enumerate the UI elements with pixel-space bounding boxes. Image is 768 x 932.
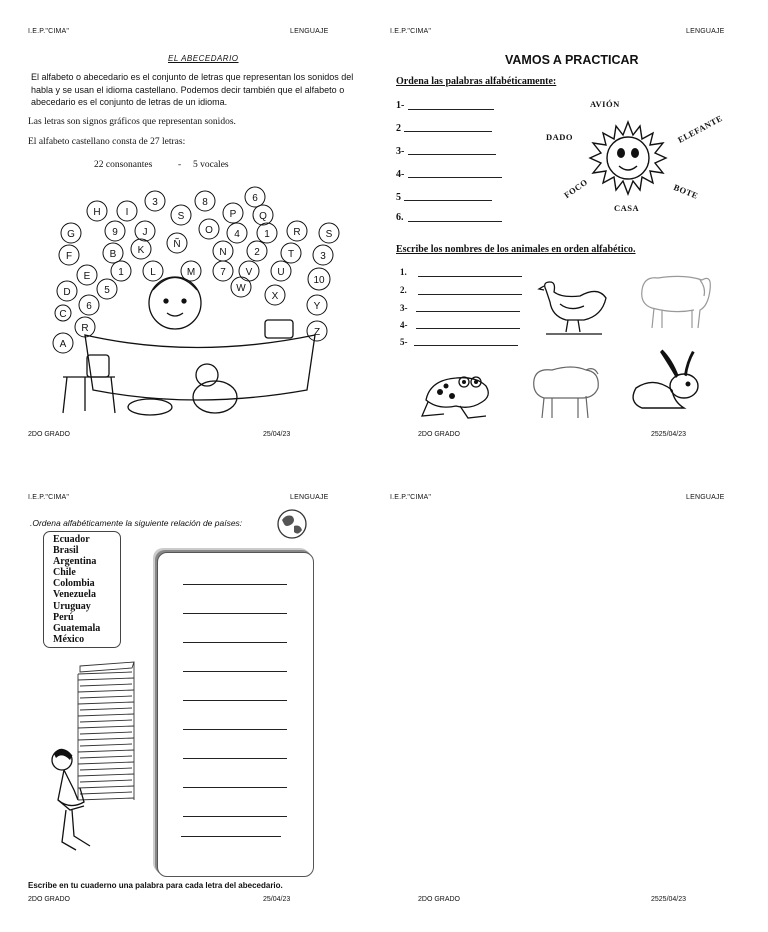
bubble: [143, 261, 163, 281]
svg-text:8: 8: [202, 197, 208, 208]
svg-text:5: 5: [104, 285, 110, 296]
hen-icon: [536, 276, 612, 336]
svg-text:H: H: [93, 207, 101, 218]
svg-text:R: R: [81, 323, 89, 334]
country-answer-line[interactable]: [183, 642, 287, 643]
header-subject: LENGUAJE: [686, 494, 725, 501]
bubble: [239, 261, 259, 281]
footer-date: 2525/04/23: [651, 431, 687, 438]
country-item: Uruguay: [53, 600, 91, 612]
footer-date: 25/04/23: [263, 431, 291, 438]
bubble: [87, 201, 107, 221]
bubble: [61, 223, 81, 243]
animal-number: 3-: [400, 303, 408, 313]
rabbit-icon: [624, 346, 710, 412]
bubble: [245, 187, 265, 207]
sheepdog-icon: [634, 266, 714, 334]
country-item: Guatemala: [53, 622, 101, 634]
svg-text:U: U: [277, 267, 285, 278]
bubble: [213, 241, 233, 261]
svg-text:N: N: [219, 247, 227, 258]
country-answer-line[interactable]: [183, 758, 287, 759]
svg-text:W: W: [236, 283, 246, 294]
svg-text:P: P: [229, 209, 237, 220]
bubble: [135, 221, 155, 241]
answer-number: 3-: [396, 146, 405, 157]
bubble: [171, 205, 191, 225]
kid-with-books-illustration: [40, 660, 144, 860]
svg-text:2: 2: [254, 247, 260, 258]
dash: -: [178, 160, 182, 170]
country-item: Perú: [53, 611, 74, 623]
country-item: Argentina: [53, 556, 97, 568]
svg-text:E: E: [83, 271, 91, 282]
animal-number: 4-: [400, 320, 408, 330]
svg-text:Q: Q: [259, 211, 267, 222]
country-item: Colombia: [53, 578, 95, 590]
answer-line[interactable]: [408, 221, 502, 222]
notebook-instruction: Escribe en tu cuaderno una palabra para cada letra del abecedario.: [28, 881, 283, 890]
sun-word-bote: BOTE: [672, 182, 700, 201]
animal-answer-line[interactable]: [416, 311, 520, 312]
sheep-icon: [522, 362, 604, 422]
bubble: [55, 305, 71, 321]
animal-answer-line[interactable]: [414, 345, 518, 346]
animal-answer-line[interactable]: [418, 276, 522, 277]
intro-paragraph: El alfabeto o abecedario es el conjunto de letras que representan los sonidos del habla y se usan el idioma castellano. Podemos decir también que el alfabeto o abecedario es el conjunto de letras de un idioma.: [31, 72, 354, 107]
sun-word-avion: AVIÓN: [590, 99, 620, 109]
bubble: [145, 191, 165, 211]
svg-text:T: T: [287, 249, 295, 260]
svg-text:K: K: [137, 245, 145, 256]
footer-grade: 2DO GRADO: [418, 896, 461, 903]
bubble: [231, 277, 251, 297]
bubble: [313, 245, 333, 265]
footer-grade: 2DO GRADO: [28, 431, 71, 438]
svg-text:R: R: [293, 227, 301, 238]
vowel-count: 5 vocales: [193, 160, 229, 170]
sort-words-instruction: Ordena las palabras alfabéticamente:: [396, 76, 557, 87]
svg-text:X: X: [271, 291, 279, 302]
bubble: [287, 221, 307, 241]
footer-grade: 2DO GRADO: [418, 431, 461, 438]
bubble: [253, 205, 273, 225]
alphabet-bubbles-illustration: [45, 185, 345, 420]
svg-text:6: 6: [86, 301, 92, 312]
header-school: I.E.P."CIMA": [390, 28, 432, 35]
svg-text:S: S: [325, 229, 333, 240]
frog-icon: [420, 370, 494, 420]
svg-text:M: M: [186, 267, 196, 278]
country-item: Venezuela: [53, 589, 96, 601]
animals-instruction: Escribe los nombres de los animales en orden alfabético.: [396, 244, 636, 255]
answer-line[interactable]: [408, 177, 502, 178]
bubble: [131, 239, 151, 259]
header-school: I.E.P."CIMA": [28, 494, 70, 501]
answer-line[interactable]: [404, 200, 492, 201]
bubble: [59, 245, 79, 265]
country-answer-line[interactable]: [183, 787, 287, 788]
svg-text:9: 9: [112, 227, 118, 238]
header-subject: LENGUAJE: [290, 28, 329, 35]
svg-text:S: S: [177, 211, 185, 222]
bubble: [79, 295, 99, 315]
answer-number: 5: [396, 192, 401, 203]
svg-text:G: G: [67, 229, 75, 240]
bubble: [319, 223, 339, 243]
svg-text:3: 3: [320, 251, 326, 262]
svg-text:J: J: [142, 227, 148, 238]
animal-answer-line[interactable]: [418, 294, 522, 295]
country-answer-line[interactable]: [183, 584, 287, 585]
bubble: [75, 317, 95, 337]
bubble: [105, 221, 125, 241]
bubble: [247, 241, 267, 261]
sun-word-elefante: ELEFANTE: [676, 112, 725, 145]
svg-text:I: I: [125, 207, 129, 218]
answer-card: [157, 552, 314, 877]
page-title: EL ABECEDARIO: [168, 54, 239, 63]
svg-text:D: D: [63, 287, 71, 298]
svg-text:A: A: [59, 339, 67, 350]
bubble: [103, 243, 123, 263]
alphabet-count: El alfabeto castellano consta de 27 letras:: [28, 137, 186, 147]
country-item: Brasil: [53, 545, 79, 557]
letters-sentence: Las letras son signos gráficos que representan sonidos.: [28, 117, 236, 127]
svg-text:F: F: [65, 251, 73, 262]
bubble: [308, 268, 330, 290]
answer-number: 6.: [396, 212, 404, 223]
country-answer-line[interactable]: [183, 613, 287, 614]
header-subject: LENGUAJE: [686, 28, 725, 35]
sun-word-foco: FOCO: [562, 176, 590, 201]
bubble: [117, 201, 137, 221]
svg-text:4: 4: [234, 229, 240, 240]
country-item: México: [53, 633, 85, 645]
bubble: [195, 191, 215, 211]
answer-number: 4-: [396, 169, 405, 180]
svg-text:10: 10: [313, 275, 325, 286]
sun-icon: [588, 118, 668, 198]
practice-title: VAMOS A PRACTICAR: [505, 53, 639, 67]
animal-number: 1.: [400, 267, 407, 277]
animal-number: 5-: [400, 337, 408, 347]
bubble: [281, 243, 301, 263]
country-answer-line[interactable]: [183, 700, 287, 701]
answer-number: 1-: [396, 100, 405, 111]
country-item: Chile: [53, 567, 76, 579]
consonant-count: 22 consonantes: [94, 160, 153, 170]
footer-date: 2525/04/23: [651, 896, 687, 903]
country-answer-line[interactable]: [183, 816, 287, 817]
answer-number: 2: [396, 123, 401, 134]
answer-line[interactable]: [408, 109, 494, 110]
bubble: [199, 219, 219, 239]
bubble: [111, 261, 131, 281]
bubble: [213, 261, 233, 281]
bubble: [307, 321, 327, 341]
bubble: [271, 261, 291, 281]
country-answer-line[interactable]: [181, 836, 281, 837]
bubble: [53, 333, 73, 353]
countries-list: [43, 531, 121, 648]
country-answer-line[interactable]: [183, 729, 287, 730]
bubble: [57, 281, 77, 301]
country-item: Ecuador: [53, 534, 90, 545]
bubble: [97, 279, 117, 299]
globe-icon: [276, 508, 308, 540]
header-subject: LENGUAJE: [290, 494, 329, 501]
footer-date: 25/04/23: [263, 896, 291, 903]
svg-text:B: B: [109, 249, 117, 260]
answer-line[interactable]: [404, 131, 492, 132]
bubble: [223, 203, 243, 223]
bubble: [181, 261, 201, 281]
bubble: [227, 223, 247, 243]
svg-text:6: 6: [252, 193, 258, 204]
header-school: I.E.P."CIMA": [390, 494, 432, 501]
svg-text:V: V: [245, 267, 253, 278]
header-school: I.E.P."CIMA": [28, 28, 70, 35]
footer-grade: 2DO GRADO: [28, 896, 71, 903]
sun-word-dado: DADO: [546, 132, 574, 142]
svg-text:3: 3: [152, 197, 158, 208]
answer-line[interactable]: [408, 154, 496, 155]
bubble: [167, 233, 187, 253]
country-answer-line[interactable]: [183, 671, 287, 672]
countries-instruction: .Ordena alfabéticamente la siguiente relación de países:: [30, 518, 243, 528]
svg-text:7: 7: [220, 267, 226, 278]
svg-text:L: L: [150, 267, 156, 278]
svg-text:Ñ: Ñ: [173, 239, 181, 250]
sun-word-casa: CASA: [614, 203, 640, 213]
svg-text:Z: Z: [313, 327, 321, 338]
bubble: [265, 285, 285, 305]
svg-text:O: O: [205, 225, 213, 236]
svg-text:C: C: [59, 309, 67, 320]
animal-number: 2.: [400, 285, 407, 295]
svg-text:1: 1: [264, 229, 270, 240]
svg-text:Y: Y: [313, 301, 321, 312]
bubble: [307, 295, 327, 315]
animal-answer-line[interactable]: [416, 328, 520, 329]
svg-text:1: 1: [118, 267, 124, 278]
bubble: [257, 223, 277, 243]
bubble: [77, 265, 97, 285]
